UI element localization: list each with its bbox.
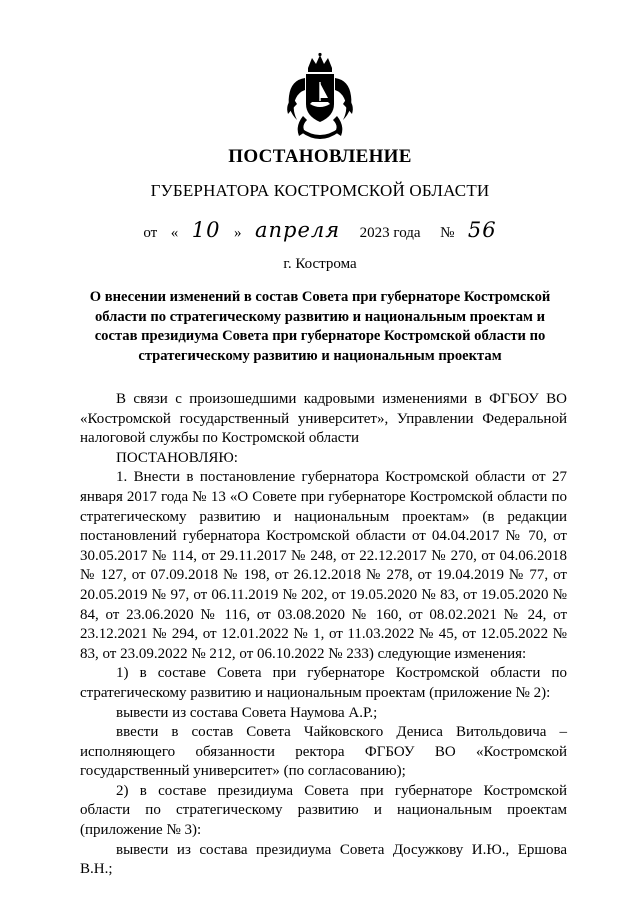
body-paragraph: вывести из состава Совета Наумова А.Р.;	[116, 704, 378, 721]
body-paragraph: 2) в составе президиума Совета при губернаторе Костромской области по стратегическому развитию и национальным проектам (приложение № 3):	[80, 782, 567, 839]
document-body	[80, 390, 567, 880]
date-year: 2023 года	[359, 225, 421, 241]
date-quote-open: «	[170, 225, 179, 241]
date-number-line	[0, 218, 640, 242]
body-paragraph: вывести из состава президиума Совета Досужкову И.Ю., Ершова В.Н.;	[80, 841, 567, 878]
body-paragraph: 1. Внести в постановление губернатора Костромской области от 27 января 2017 года № 13 «О Совете при губернаторе Костромской области по стратегическому развитию и национальным проектам» (в редакции постановлений губернатора Костромской области от 04.04.2017 № 70, от 30.05.2017 № 114, от 29.11.2017 № 248, от 22.12.2017 № 270, от 04.06.2018 № 127, от 07.09.2018 № 198, от 26.12.2018 № 278, от 19.04.2019 № 77, от 20.05.2019 № 97, от 06.11.2019 № 202, от 19.05.2020 № 83, от 19.05.2020 № 84, от 23.06.2020 № 116, от 03.08.2020 № 160, от 08.02.2021 № 24, от 23.12.2021 № 294, от 12.01.2022 № 1, от 11.03.2022 № 45, от 12.05.2022 № 83, от 23.09.2022 № 212, от 06.10.2022 № 233) следующие изменения:	[80, 469, 567, 662]
document-number-handwritten: 56	[467, 218, 497, 242]
body-paragraph: В связи с произошедшими кадровыми изменениями в ФГБОУ ВО «Костромской государственный университет», Управлении Федеральной налоговой службы по Костромской области	[80, 391, 567, 447]
issuer-line: ГУБЕРНАТОРА КОСТРОМСКОЙ ОБЛАСТИ	[150, 181, 490, 200]
document-type-heading: ПОСТАНОВЛЕНИЕ	[228, 146, 412, 167]
body-paragraph: ввести в состав Совета Чайковского Дениса Витольдовича – исполняющего обязанности ректора ФГБОУ ВО «Костромской государственный университет» (по согласованию);	[80, 724, 567, 780]
document-title: О внесении изменений в состав Совета при губернаторе Костромской области по стратегическому развитию и национальным проектам и состав президиума Совета при губернаторе Костромской области по стратегическому развитию и национальным проектам	[89, 289, 551, 364]
number-sign: №	[440, 225, 455, 241]
city-line: г. Кострома	[283, 256, 357, 272]
body-paragraph: ПОСТАНОВЛЯЮ:	[116, 449, 238, 466]
date-month-handwritten: апреля	[254, 218, 341, 242]
date-day-handwritten: 10	[191, 218, 221, 242]
date-from-label: от	[143, 225, 158, 241]
body-paragraph: 1) в составе Совета при губернаторе Костромской области по стратегическому развитию и национальным проектам (приложение № 2):	[80, 665, 567, 701]
kostroma-coat-of-arms-icon	[279, 52, 361, 140]
date-quote-close: »	[233, 225, 242, 241]
